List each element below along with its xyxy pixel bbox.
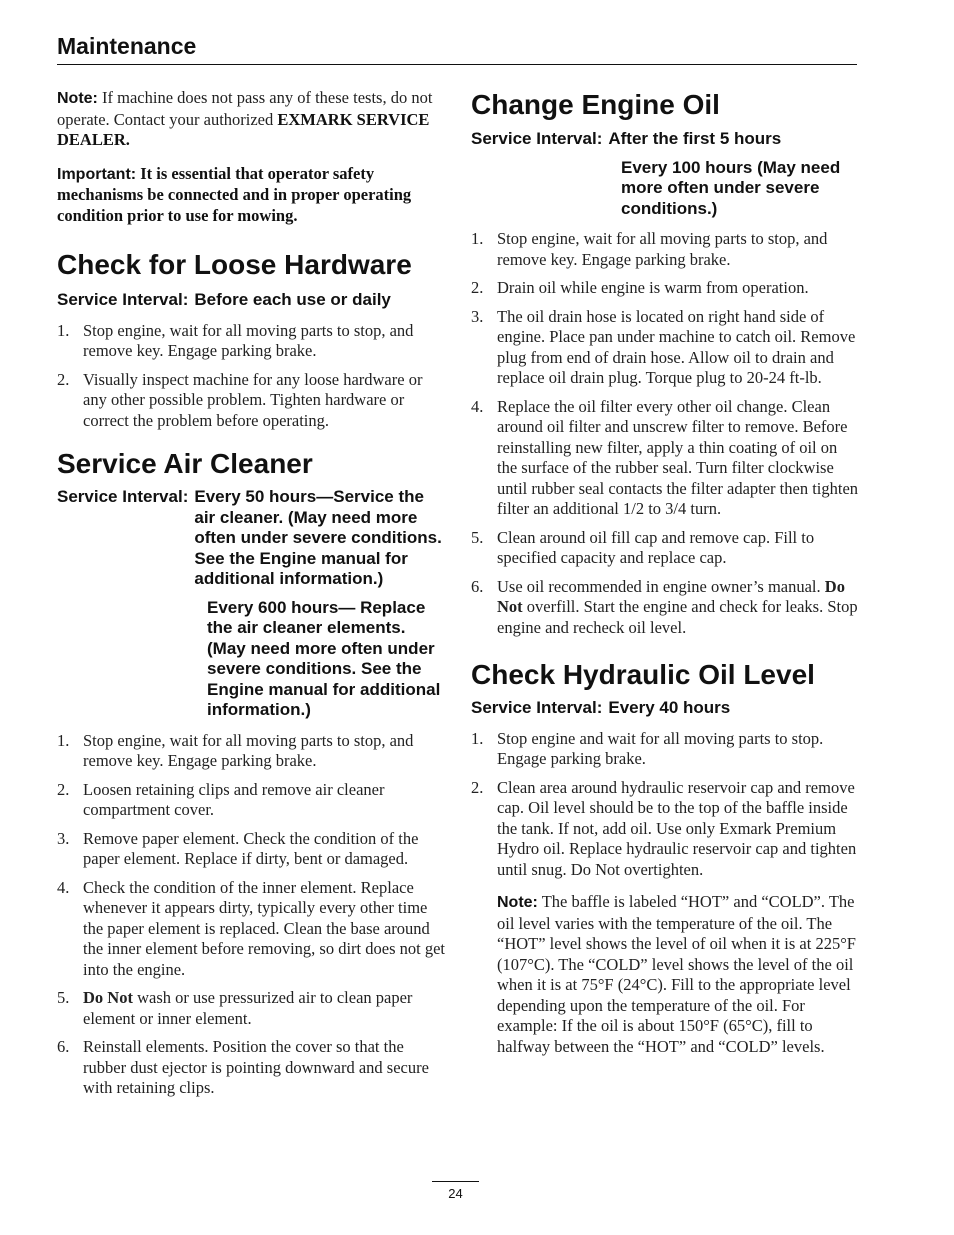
oil-steps	[471, 229, 859, 638]
list-item: 3. Remove paper element. Check the condition of the paper element. Replace if dirty, bent or damaged.	[57, 828, 419, 868]
list-item: 1. Stop engine, wait for all moving parts to stop, and remove key. Engage parking brake.	[57, 730, 414, 770]
interval-value: After the first 5 hours	[608, 129, 782, 148]
list-item: 2. Loosen retaining clips and remove air cleaner compartment cover.	[57, 779, 385, 819]
hardware-steps	[57, 321, 445, 432]
note-text: The baffle is labeled “HOT” and “COLD”. The oil level varies with the temperature of the oil. The “HOT” level shows the level of oil when it is at 225°F (107°C). The “COLD” level shows the level of the oil when it is at 75°F (24°C). Fill to the appropriate level depending upon the temperature of the oil. For example: If the oil is about 150°F (65°C), fill to halfway between the “HOT” and “COLD” levels.	[497, 892, 856, 1056]
list-item: 6. Reinstall elements. Position the cover so that the rubber dust ejector is pointing downward and secure with retaining clips.	[57, 1037, 429, 1097]
air-steps	[57, 731, 445, 1099]
heading-loose-hardware: Check for Loose Hardware	[57, 249, 412, 280]
page-number: 24	[448, 1186, 463, 1201]
important-text: It is essential that operator safety mechanisms be connected and in proper operating condition prior to use for mowing.	[57, 163, 412, 225]
heading-air-cleaner: Service Air Cleaner	[57, 448, 313, 479]
list-item: 1. Stop engine, wait for all moving parts to stop, and remove key. Engage parking brake.	[471, 229, 828, 269]
list-item: 2. Clean area around hydraulic reservoir cap and remove cap. Oil level should be to the top of the baffle inside the tank. If not, add oil. Use only Exmark Premium Hydro oil. Replace hydraulic reservoir cap and tighten until snug. Do Not overtighten.	[471, 777, 857, 879]
important-label: Important:	[57, 165, 137, 183]
heading-hydraulic-oil: Check Hydraulic Oil Level	[471, 659, 815, 690]
left-column	[57, 88, 445, 1107]
list-item: 3. The oil drain hose is located on right hand side of engine. Place pan under machine to catch oil. Remove plug from end of drain hose. Allow oil to drain and replace oil drain plug. Torque plug to 20-24 ft-lb.	[471, 306, 856, 387]
list-item: 4. Check the condition of the inner element. Replace whenever it appears dirty, typically every other time the paper element is replaced. Clean the base around the inner element before removing, so dirt does not get into the engine.	[57, 877, 445, 979]
hydraulic-note	[497, 892, 859, 1057]
interval-value: Every 40 hours	[608, 698, 731, 717]
interval-label: Service Interval:	[471, 698, 603, 717]
list-item: 5. Do Not wash or use pressurized air to clean paper element or inner element.	[57, 988, 413, 1028]
service-interval-oil	[471, 129, 859, 150]
heading-engine-oil: Change Engine Oil	[471, 89, 720, 120]
service-interval-hardware	[57, 290, 445, 311]
note-label: Note:	[57, 90, 98, 107]
right-column	[471, 88, 859, 1074]
interval-label: Service Interval:	[471, 129, 603, 148]
note-paragraph	[57, 88, 445, 151]
note-text: If machine does not pass any of these tests, do not operate. Contact your authorized	[57, 88, 433, 129]
interval-label: Service Interval:	[57, 290, 189, 309]
list-item: 4. Replace the oil filter every other oil change. Clean around oil filter and unscrew filter to remove. Before reinstalling new filter, apply a thin coating of oil on the surface of the rubber seal. Turn filter clockwise until rubber seal contacts the filter adapter then tighten filter an additional 1/2 to 3/4 turn.	[471, 396, 859, 518]
interval-extra-air: Every 600 hours— Replace the air cleaner elements. (May need more often under severe conditions. See the Engine manual for additional information.)	[207, 597, 441, 719]
interval-value: Before each use or daily	[194, 290, 391, 309]
footer-divider	[432, 1181, 479, 1182]
list-item: 6. Use oil recommended in engine owner’s manual. Do Not overfill. Start the engine and check for leaks. Stop engine and recheck oil level.	[471, 576, 858, 637]
list-item: 1. Stop engine and wait for all moving parts to stop. Engage parking brake.	[471, 728, 824, 768]
important-paragraph	[57, 164, 445, 227]
interval-extra-oil: Every 100 hours (May need more often under severe conditions.)	[621, 157, 841, 218]
list-item: 1. Stop engine, wait for all moving parts to stop, and remove key. Engage parking brake.	[57, 320, 414, 360]
note-label: Note:	[497, 894, 538, 911]
list-item: 2. Visually inspect machine for any loose hardware or any other possible problem. Tighten hardware or correct the problem before operating.	[57, 369, 423, 430]
note-dealer: EXMARK SERVICE DEALER.	[57, 109, 430, 149]
header-divider	[57, 64, 857, 65]
section-header: Maintenance	[57, 33, 197, 59]
service-interval-air	[57, 487, 445, 590]
interval-label: Service Interval:	[57, 487, 189, 506]
hydraulic-steps	[471, 729, 859, 881]
service-interval-hydraulic	[471, 698, 859, 719]
list-item: 2. Drain oil while engine is warm from operation.	[471, 278, 809, 297]
list-item: 5. Clean around oil fill cap and remove cap. Fill to specified capacity and replace cap.	[471, 527, 815, 567]
interval-value: Every 50 hours—Service the air cleaner. (May need more often under severe conditions. See the Engine manual for additional information.)	[194, 487, 442, 588]
